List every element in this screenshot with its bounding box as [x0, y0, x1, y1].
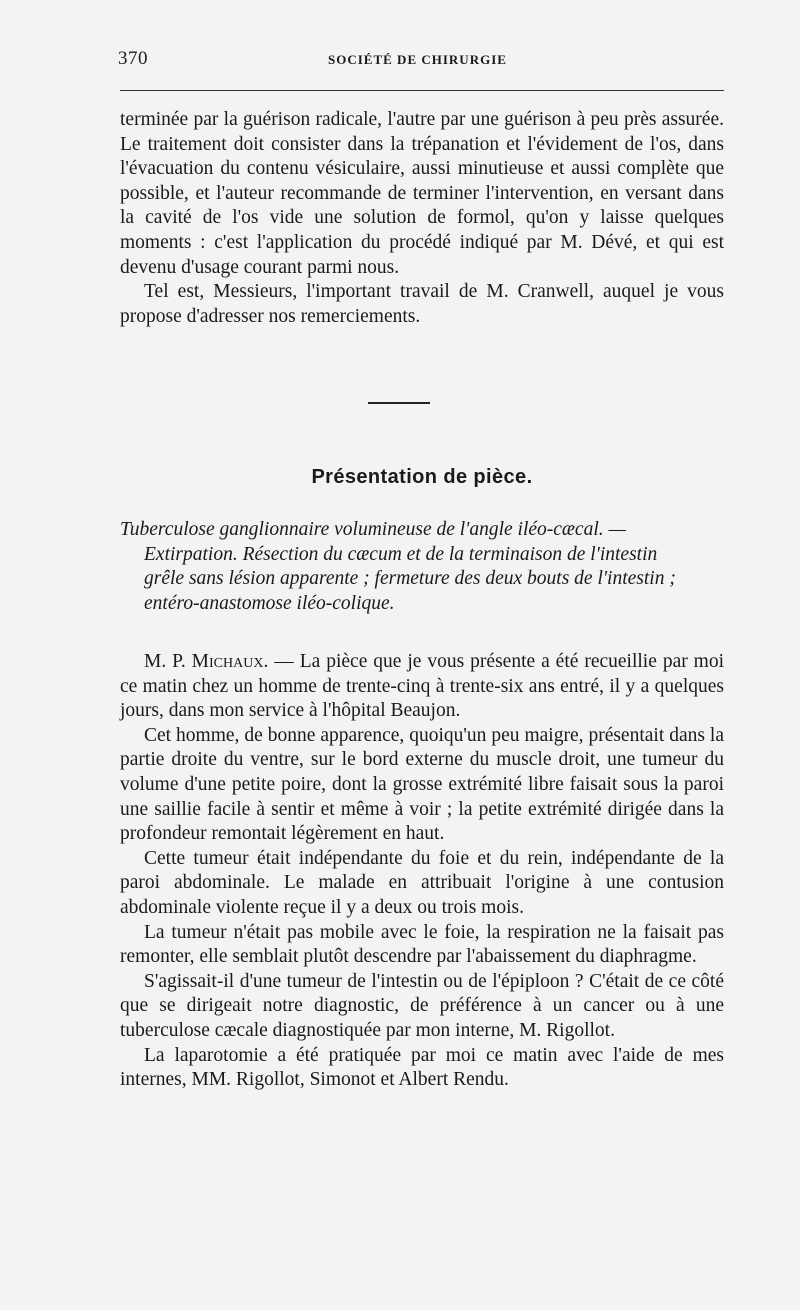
running-title: SOCIÉTÉ DE CHIRURGIE [328, 52, 507, 67]
paragraph: S'agissait-il d'une tumeur de l'intestin ou de l'épiploon ? C'était de ce côté que se dirigeait notre diagnostic, de préférence à un cancer ou à une tuberculose cæcale diagnostiquée par mon interne, M. Rigollot. [120, 970, 724, 1041]
paragraph: Cette tumeur était indépendante du foie et du rein, indépendante de la paroi abdominale. Le malade en attribuait l'origine à une contusion abdominale violente reçue il y a deux ou trois mois. [120, 847, 724, 918]
report-conclusion [120, 108, 724, 329]
running-head [118, 48, 728, 72]
section-title: Présentation de pièce. [311, 466, 533, 488]
subtitle-line: entéro-anastomose iléo-colique. [144, 592, 395, 614]
paragraph: terminée par la guérison radicale, l'autre par une guérison à peu près assurée. Le traitement doit consister dans la trépanation et l'évidement de l'os, dans l'évacuation du contenu vésiculaire, aussi minutieuse et aussi complète que possible, et l'auteur recommande de terminer l'intervention, en versant dans la cavité de l'os vide une solution de formol, qu'on y laisse quelques moments : c'est l'application du procédé indiqué par M. Dévé, et qui est devenu d'usage courant parmi nous. [120, 109, 724, 278]
paragraph: La laparotomie a été pratiquée par moi ce matin avec l'aide de mes internes, MM. Rigollot, Simonot et Albert Rendu. [120, 1044, 724, 1091]
page-number: 370 [118, 48, 148, 69]
subtitle-line: grêle sans lésion apparente ; fermeture des deux bouts de l'intestin ; [144, 568, 676, 590]
speaker-name: Michaux [191, 651, 264, 672]
paragraph-text: La pièce que je vous présente a été recueillie par moi ce matin chez un homme de trente-cinq à trente-six ans entré, il y a quelques jours, dans mon service à l'hôpital Beaujon. [120, 651, 724, 722]
paragraph: Cet homme, de bonne apparence, quoiqu'un peu maigre, présentait dans la partie droite du ventre, sur le bord externe du muscle droit, une tumeur du volume d'une petite poire, dont la grosse extrémité libre faisait sous la paroi une saillie facile à sentir et même à voir ; la petite extrémité dirigée dans la profondeur remontait légèrement en haut. [120, 724, 724, 845]
subtitle-line: Extirpation. Résection du cæcum et de la terminaison de l'intestin [144, 543, 658, 565]
speaker-suffix: . — [263, 651, 300, 672]
section-subtitle [120, 518, 724, 616]
section-separator [368, 402, 430, 404]
presentation-body [120, 650, 724, 1093]
speaker-prefix: M. P. [144, 651, 192, 672]
paragraph: Tel est, Messieurs, l'important travail de M. Cranwell, auquel je vous propose d'adresser nos remerciements. [120, 281, 724, 327]
subtitle-line: Tuberculose ganglionnaire volumineuse de l'angle iléo-cæcal. — [120, 519, 626, 540]
paragraph [120, 650, 724, 724]
header-rule [120, 90, 724, 91]
paragraph: La tumeur n'était pas mobile avec le foie, la respiration ne la faisait pas remonter, elle semblait plutôt descendre par l'abaissement du diaphragme. [120, 921, 724, 968]
